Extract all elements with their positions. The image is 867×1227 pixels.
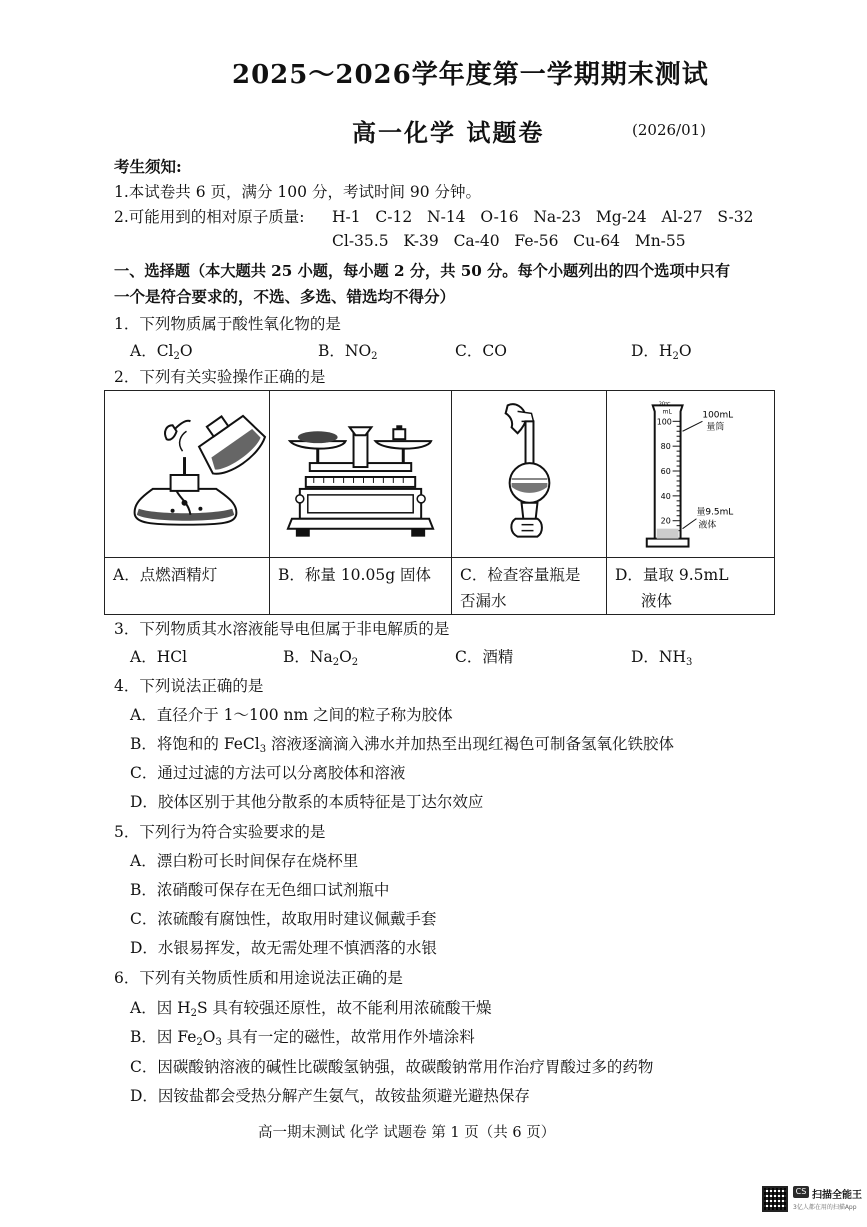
question-1-stem: 1．下列物质属于酸性氧化物的是 <box>114 315 341 333</box>
tick-label-60: 60 <box>660 467 671 476</box>
caption-d: D．量取 9.5mL 液体 <box>607 558 775 615</box>
question-5-stem: 5．下列行为符合实验要求的是 <box>114 823 326 841</box>
q4-option-b: B．将饱和的 FeCl$_3$ 溶液逐滴滴入沸水并加热至出现红褐色可制备氢氧化铁胶体 <box>130 735 675 755</box>
notice-heading: 考生须知: <box>114 157 182 176</box>
notice-line-2 <box>114 208 305 227</box>
mass-item: Fe-56 <box>514 232 559 250</box>
section-heading-line-1: 一、选择题（本大题共 25 小题，每小题 2 分，共 50 分。每个小题列出的四个选项中只有 <box>114 262 731 280</box>
cylinder-temp-label: 20℃ <box>658 401 671 408</box>
mass-item: N-14 <box>427 208 466 226</box>
balance-weighing-illustration <box>270 391 451 557</box>
volumetric-flask-check-illustration <box>452 391 606 557</box>
take-amount-top: 量9.5mL <box>696 507 734 518</box>
q3-option-a: A．HCl <box>130 648 188 666</box>
q5-option-b: B．浓硝酸可保存在无色细口试剂瓶中 <box>130 881 390 899</box>
tick-label-80: 80 <box>660 442 671 452</box>
q6-option-c: C．因碳酸钠溶液的碱性比碳酸氢钠强，故碳酸钠常用作治疗胃酸过多的药物 <box>130 1058 654 1076</box>
graduated-cylinder-illustration <box>607 391 774 557</box>
cylinder-unit-label: mL <box>662 408 672 416</box>
mass-item: Na-23 <box>533 208 582 226</box>
figure-cell-b <box>270 391 452 558</box>
atomic-masses-row-1 <box>332 208 754 227</box>
caption-a: A．点燃酒精灯 <box>105 558 270 615</box>
mass-item: H-1 <box>332 208 361 226</box>
q4-option-a: A．直径介于 1～100 nm 之间的粒子称为胶体 <box>130 706 453 724</box>
q4-option-c: C．通过过滤的方法可以分离胶体和溶液 <box>130 764 406 782</box>
mass-item: K-39 <box>403 232 439 250</box>
atomic-masses-row-2 <box>332 232 686 251</box>
question-6-stem: 6．下列有关物质性质和用途说法正确的是 <box>114 969 403 987</box>
tick-label-40: 40 <box>660 491 671 501</box>
mass-item: S-32 <box>717 208 754 226</box>
tick-label-20: 20 <box>660 516 671 526</box>
section-heading-line-2: 一个是符合要求的，不选、多选、错选均不得分） <box>114 287 456 306</box>
page-footer: 高一期末测试 化学 试题卷 第 1 页（共 6 页） <box>258 1125 556 1141</box>
cylinder-name-top: 100mL <box>702 410 734 421</box>
tick-label-100: 100 <box>656 417 672 427</box>
q3-option-d: D．$NH_3$ <box>631 648 693 668</box>
mass-item: Cl-35.5 <box>332 232 389 250</box>
mass-item: Ca-40 <box>453 232 500 250</box>
q6-option-b: B．因 $Fe_2O_3$ 具有一定的磁性，故常用作外墙涂料 <box>130 1028 475 1048</box>
q4-option-d: D．胶体区别于其他分散系的本质特征是丁达尔效应 <box>130 793 484 811</box>
page-subtitle: 高一化学 试题卷 <box>352 118 545 147</box>
q1-option-a: A．$Cl_2O$ <box>130 342 193 362</box>
q1-option-b: B．$NO_2$ <box>318 342 378 362</box>
page-title: 2025～2026学年度第一学期期末测试 <box>232 60 709 90</box>
question-3-stem: 3．下列物质其水溶液能导电但属于非电解质的是 <box>114 620 450 638</box>
q5-option-c: C．浓硫酸有腐蚀性，故取用时建议佩戴手套 <box>130 910 437 928</box>
caption-c: C．检查容量瓶是 否漏水 <box>452 558 607 615</box>
q5-option-d: D．水银易挥发，故无需处理不慎洒落的水银 <box>130 939 437 957</box>
q3-option-b: B．$Na_2O_2$ <box>283 648 359 668</box>
question-4-stem: 4．下列说法正确的是 <box>114 677 264 695</box>
figure-cell-c <box>452 391 607 558</box>
q6-option-d: D．因铵盐都会受热分解产生氨气，故铵盐须避光避热保存 <box>130 1087 530 1105</box>
mass-item: Al-27 <box>661 208 703 226</box>
scanner-brand-subtitle: 3亿人都在用的扫描App <box>793 1204 857 1211</box>
take-amount-bottom: 液体 <box>698 520 717 531</box>
exam-date: (2026/01) <box>632 121 707 139</box>
figure-cell-a <box>105 391 270 558</box>
q5-option-a: A．漂白粉可长时间保存在烧杯里 <box>130 852 359 870</box>
experiment-figure-table <box>104 390 775 615</box>
qr-code-icon <box>762 1186 788 1212</box>
mass-item: Mg-24 <box>595 208 647 226</box>
q1-option-c: C．CO <box>455 342 507 360</box>
q1-option-d: D．$H_2O$ <box>631 342 692 362</box>
scanner-brand: 扫描全能王 <box>812 1190 862 1201</box>
notice-line-1: 1.本试卷共 6 页，满分 100 分，考试时间 90 分钟。 <box>114 183 482 201</box>
q3-option-c: C．酒精 <box>455 648 514 666</box>
mass-item: Cu-64 <box>573 232 621 250</box>
figure-cell-d <box>607 391 775 558</box>
atomic-mass-prefix: 2.可能用到的相对原子质量: <box>114 208 305 226</box>
question-2-stem: 2．下列有关实验操作正确的是 <box>114 368 326 386</box>
q6-option-a: A．因 $H_2S$ 具有较强还原性，故不能利用浓硫酸干燥 <box>130 999 492 1019</box>
alcohol-lamp-lighting-illustration <box>105 391 269 557</box>
scanner-badge: CS <box>793 1186 809 1198</box>
caption-b: B．称量 10.05g 固体 <box>270 558 452 615</box>
mass-item: O-16 <box>480 208 519 226</box>
cylinder-name-bottom: 量筒 <box>706 422 725 433</box>
mass-item: Mn-55 <box>634 232 686 250</box>
mass-item: C-12 <box>375 208 413 226</box>
